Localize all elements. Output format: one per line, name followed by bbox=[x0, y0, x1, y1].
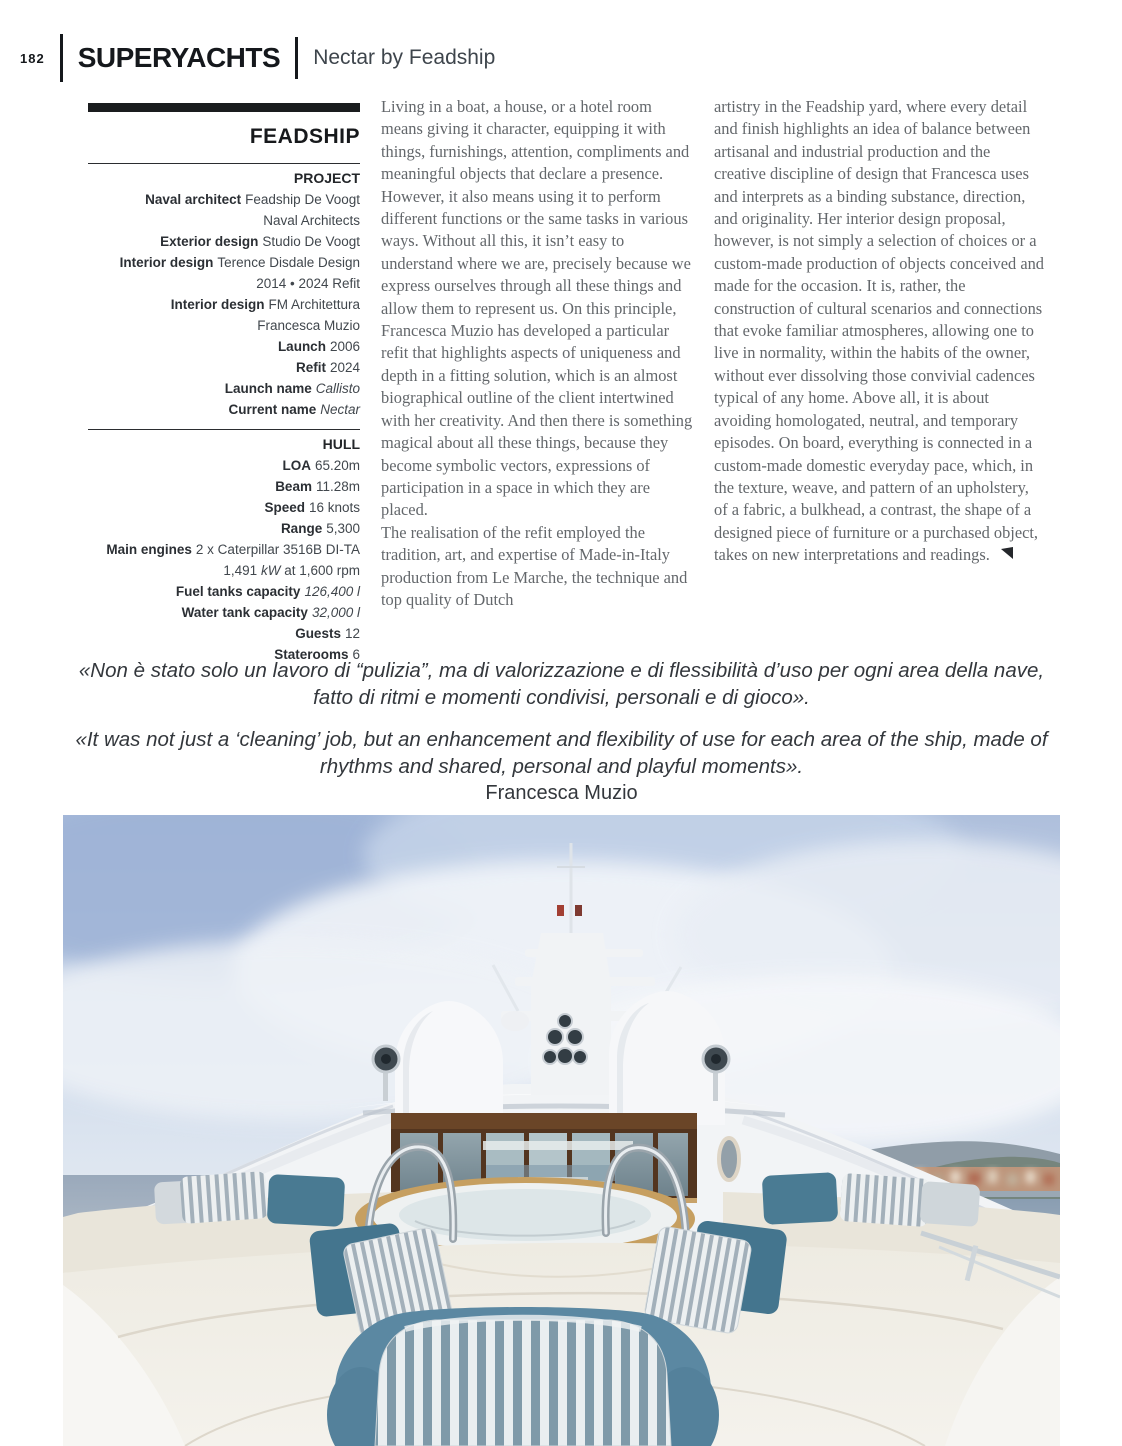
spec-value: Francesca Muzio bbox=[257, 318, 360, 333]
spec-label: Water tank capacity bbox=[181, 605, 308, 620]
main-content bbox=[88, 96, 1045, 665]
article-title: Nectar by Feadship bbox=[313, 46, 496, 69]
spec-sidebar bbox=[88, 103, 360, 665]
spec-row bbox=[88, 497, 360, 518]
spec-label: Fuel tanks capacity bbox=[175, 584, 301, 599]
shipyard-name: FEADSHIP bbox=[249, 125, 360, 148]
end-of-article-marker-icon bbox=[1000, 544, 1014, 566]
sidebar-black-bar bbox=[88, 103, 360, 112]
spec-label: Launch name bbox=[224, 381, 312, 396]
spec-value: Nectar bbox=[320, 402, 360, 417]
page-header bbox=[20, 34, 495, 82]
spec-label: LOA bbox=[282, 458, 311, 473]
spec-label: Guests bbox=[295, 626, 341, 641]
spec-row bbox=[88, 476, 360, 497]
spec-row bbox=[88, 518, 360, 539]
spec-row bbox=[88, 210, 360, 231]
chaise-lounge bbox=[327, 1307, 719, 1446]
spec-value: 32,000 l bbox=[311, 605, 360, 620]
spec-label: Launch bbox=[277, 339, 326, 354]
header-divider bbox=[295, 37, 298, 79]
spec-value: Studio De Voogt bbox=[262, 234, 360, 249]
spec-row bbox=[88, 581, 360, 602]
spec-label: Interior design bbox=[170, 297, 265, 312]
spec-label: Exterior design bbox=[160, 234, 259, 249]
spec-section-title: PROJECT bbox=[293, 170, 360, 186]
spec-value: Naval Architects bbox=[263, 213, 360, 228]
spec-label: Staterooms bbox=[274, 647, 349, 662]
pull-quotes bbox=[63, 657, 1060, 806]
spec-row bbox=[88, 294, 360, 315]
spec-label: Current name bbox=[228, 402, 317, 417]
spec-label: Refit bbox=[295, 360, 326, 375]
yacht-foredeck-photo bbox=[63, 815, 1060, 1446]
spec-row bbox=[88, 378, 360, 399]
spec-row bbox=[88, 315, 360, 336]
article-paragraph: artistry in the Feadship yard, where every detail and finish highlights an idea of balance between artisanal and industrial production and the creative discipline of design that Francesca uses and interprets as a binding substance, direction, and originality. Her interior design proposal, however, is not simply a selection of choices or a custom-made production of objects conceived and made for the occasion. It is, rather, the construction of cultural scenarios and connections that evoke familiar atmospheres, allowing one to live in normality, within the habits of the owner, without ever dissolving those convivial cadences typical of any home. Above all, it is about avoiding homologated, neutral, and temporary episodes. On board, everything is connected in a custom-made domestic everyday pace, which, in the texture, weave, and pattern of an upholstery, of a fabric, a bulkhead, a contrast, the shape of a designed piece of furniture or a purchased object, takes on new interpretations and readings. bbox=[714, 96, 1044, 567]
spec-value: 11.28m bbox=[315, 479, 360, 494]
article-column bbox=[381, 96, 693, 665]
spec-label: Range bbox=[280, 521, 323, 536]
spec-value: Callisto bbox=[315, 381, 360, 396]
spec-value: 2014 • 2024 Refit bbox=[256, 276, 360, 291]
quote-english: «It was not just a ‘cleaning’ job, but an enhancement and flexibility of use for each area of the ship, made of rhythms and shared, personal and playful moments». bbox=[75, 728, 1048, 778]
article-paragraph: Living in a boat, a house, or a hotel room means giving it character, equipping it with things, furnishings, attention, compliments and meaningful objects that declare a presence. However, it also means using it to perform different functions or the same tasks in various ways. Without all this, it isn’t easy to understand where we are, precisely because we express ourselves through all these things and allow them to represent us. On this principle, Francesca Muzio has developed a particular refit that highlights aspects of uniqueness and depth in a fitting solution, which is an almost biographical outline of the client intertwined with her creativity. And then there is something magical about all these things, because they become symbolic vectors, expressions of participation in a space in which they are placed. bbox=[381, 97, 693, 520]
nav-light bbox=[557, 905, 564, 916]
porthole bbox=[719, 1138, 739, 1180]
spec-row bbox=[88, 602, 360, 623]
spec-row bbox=[88, 399, 360, 420]
article-paragraph: The realisation of the refit employed the tradition, art, and expertise of Made-in-Italy production from Le Marche, the technique and top quality of Dutch bbox=[381, 522, 688, 609]
spec-row bbox=[88, 189, 360, 210]
spec-value: 2006 bbox=[329, 339, 360, 354]
spec-section bbox=[88, 163, 360, 420]
spec-value: 12 bbox=[344, 626, 360, 641]
spec-value: FM Architettura bbox=[268, 297, 360, 312]
nav-light bbox=[575, 905, 582, 916]
header-divider bbox=[60, 34, 63, 82]
spec-value: 126,400 l bbox=[304, 584, 360, 599]
spec-value: 65.20m bbox=[314, 458, 360, 473]
spec-row bbox=[88, 539, 360, 560]
quote-attribution: Francesca Muzio bbox=[485, 782, 638, 804]
spec-label: Interior design bbox=[119, 255, 214, 270]
spec-row bbox=[88, 455, 360, 476]
spec-sections bbox=[88, 163, 360, 665]
page-number: 182 bbox=[20, 50, 45, 66]
spec-label: Main engines bbox=[106, 542, 192, 557]
spec-value: Feadship De Voogt bbox=[245, 192, 360, 207]
spec-row bbox=[88, 560, 360, 581]
spec-label: Beam bbox=[275, 479, 312, 494]
quote-italian: «Non è stato solo un lavoro di “pulizia”, ma di valorizzazione e di flessibilità d’uso per ogni area della nave, fatto di ritmi e momenti condivisi, personali e di gioco». bbox=[78, 659, 1045, 709]
spec-section bbox=[88, 429, 360, 665]
spec-rows bbox=[88, 455, 360, 665]
spec-value: 5,300 bbox=[326, 521, 360, 536]
spec-row bbox=[88, 231, 360, 252]
spec-row bbox=[88, 273, 360, 294]
spec-section-title: HULL bbox=[322, 436, 360, 452]
spec-value: Terence Disdale Design bbox=[217, 255, 360, 270]
magazine-title: SUPERYACHTS bbox=[77, 42, 281, 73]
yacht-photo-illustration bbox=[63, 815, 1060, 1446]
spec-label: Speed bbox=[264, 500, 305, 515]
spec-value: 2 x Caterpillar 3516B DI-TA bbox=[195, 542, 360, 557]
spec-row bbox=[88, 623, 360, 644]
spec-row bbox=[88, 357, 360, 378]
spec-row bbox=[88, 336, 360, 357]
spec-value: 1,491 kW at 1,600 rpm bbox=[223, 563, 360, 578]
article-column bbox=[714, 96, 1044, 665]
spec-value: 16 knots bbox=[308, 500, 360, 515]
spec-value: 6 bbox=[352, 647, 360, 662]
bench-pillows-left bbox=[154, 1171, 345, 1227]
spec-label: Naval architect bbox=[145, 192, 242, 207]
spec-row bbox=[88, 252, 360, 273]
spec-value: 2024 bbox=[329, 360, 360, 375]
spec-rows bbox=[88, 189, 360, 420]
